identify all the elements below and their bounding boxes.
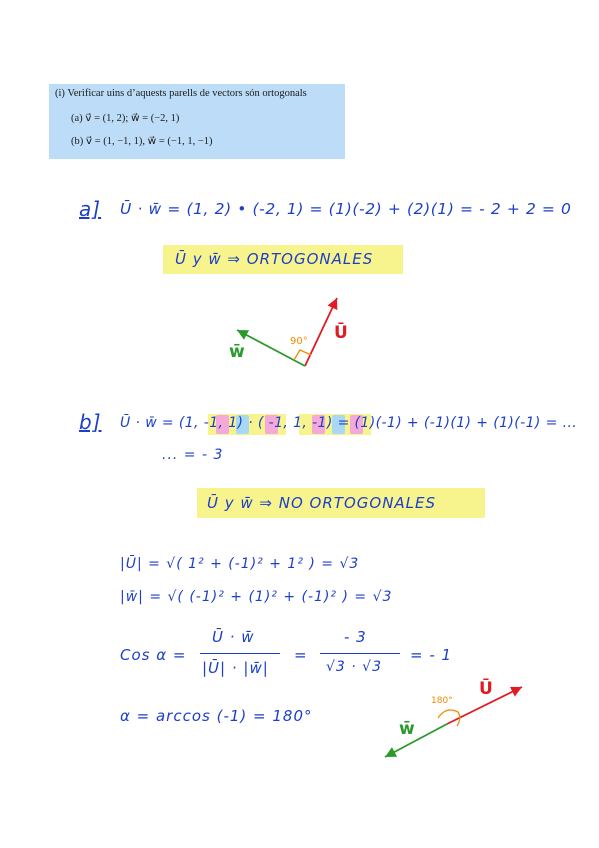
diagram-a-angle-label: 90° — [290, 336, 308, 347]
part-b-result: ... = - 3 — [162, 447, 224, 463]
problem-item-a: (a) v⃗ = (1, 2); w⃗ = (−2, 1) — [71, 113, 180, 124]
part-a-conclusion: Ū y w̄ ⇒ ORTOGONALES — [175, 250, 374, 268]
vector-w-arrow-b — [385, 724, 447, 757]
cos-numerator: Ū · w̄ — [212, 628, 255, 646]
diagram-b-w-label: w̄ — [399, 719, 415, 739]
part-b-dot-product: Ū · w̄ = (1, -1, 1) · ( -1, 1, -1) = (1)(-1) + (-1)(1) + (1)(-1) = ... — [120, 415, 578, 431]
cos-label: Cos α = — [120, 646, 187, 664]
equals-sign: = — [294, 646, 308, 664]
frac2-denominator: √3 · √3 — [326, 659, 383, 675]
diagram-b-angle-label: 180° — [431, 696, 453, 706]
part-b-conclusion: Ū y w̄ ⇒ NO ORTOGONALES — [207, 494, 437, 512]
norm-v: |Ū| = √( 1² + (-1)² + 1² ) = √3 — [120, 556, 360, 572]
diagram-b-v-label: Ū — [479, 679, 493, 699]
problem-title: (i) Verificar uins d’aquests parells de vectors són ortogonals — [55, 88, 307, 99]
frac2-numerator: - 3 — [344, 628, 367, 646]
diagram-a-v-label: Ū — [334, 323, 348, 343]
part-a-dot-product: Ū · w̄ = (1, 2) • (-2, 1) = (1)(-2) + (2)(1) = - 2 + 2 = 0 — [120, 200, 572, 218]
cos-denominator: |Ū| · |w̄| — [202, 659, 269, 677]
alpha-equation: α = arccos (-1) = 180° — [120, 707, 313, 725]
part-b-label: b] — [79, 410, 102, 434]
part-a-label: a] — [79, 197, 102, 221]
norm-w: |w̄| = √( (-1)² + (1)² + (-1)² ) = √3 — [120, 589, 393, 605]
diagram-a-w-label: w̄ — [229, 342, 245, 362]
cos-result: = - 1 — [410, 646, 453, 664]
problem-item-b: (b) v⃗ = (1, −1, 1), w⃗ = (−1, 1, −1) — [71, 136, 213, 147]
